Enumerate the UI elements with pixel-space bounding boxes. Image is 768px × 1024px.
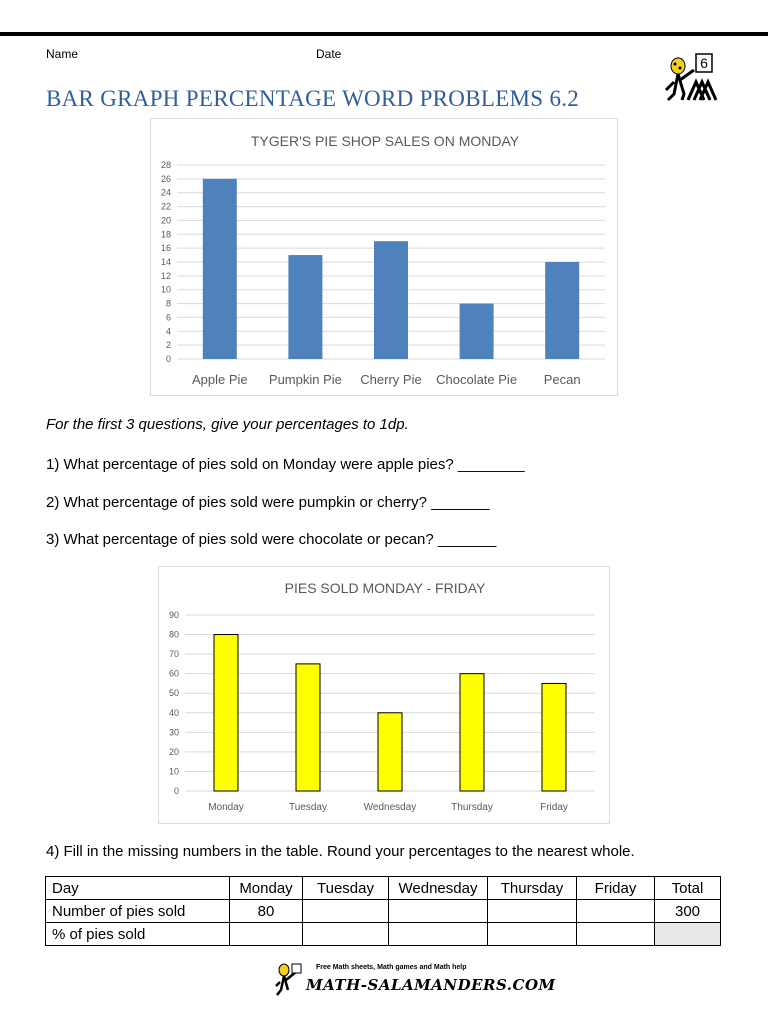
table-row bbox=[46, 923, 721, 946]
x-category-label: Apple Pie bbox=[191, 372, 248, 387]
bar bbox=[374, 241, 408, 359]
y-tick-label: 60 bbox=[168, 668, 179, 679]
x-category-label: Pecan bbox=[543, 372, 581, 387]
table-cell[interactable] bbox=[303, 923, 389, 946]
salamander-logo bbox=[660, 50, 722, 102]
y-tick-label: 2 bbox=[165, 340, 171, 351]
y-tick-label: 30 bbox=[168, 727, 179, 738]
bar bbox=[542, 683, 566, 791]
table-header-cell: Day bbox=[46, 877, 230, 900]
bar bbox=[214, 635, 238, 791]
y-tick-label: 12 bbox=[160, 270, 171, 281]
y-tick-label: 10 bbox=[168, 766, 179, 777]
bar bbox=[296, 664, 320, 791]
table-cell[interactable] bbox=[488, 900, 577, 923]
table-cell[interactable] bbox=[488, 923, 577, 946]
table-header-cell: Wednesday bbox=[389, 877, 488, 900]
footer-brand[interactable]: MATH-SALAMANDERS.COM bbox=[306, 976, 556, 994]
table-cell[interactable] bbox=[577, 923, 655, 946]
y-tick-label: 24 bbox=[160, 187, 171, 198]
y-tick-label: 22 bbox=[160, 201, 171, 212]
table-cell: 80 bbox=[230, 900, 303, 923]
page-title: BAR GRAPH PERCENTAGE WORD PROBLEMS 6.2 bbox=[46, 86, 580, 111]
question-3: 3) What percentage of pies sold were chocolate or pecan? _______ bbox=[46, 531, 497, 548]
chart-title: PIES SOLD MONDAY - FRIDAY bbox=[284, 580, 486, 596]
question-4: 4) Fill in the missing numbers in the table. Round your percentages to the nearest whole. bbox=[46, 843, 635, 860]
y-tick-label: 8 bbox=[165, 298, 171, 309]
x-category-label: Tuesday bbox=[289, 802, 327, 813]
date-label: Date bbox=[316, 47, 342, 61]
table-header-cell: Thursday bbox=[488, 877, 577, 900]
y-tick-label: 0 bbox=[165, 354, 171, 364]
y-tick-label: 6 bbox=[165, 312, 171, 323]
logo-badge: 6 bbox=[700, 55, 708, 71]
chart-pie-shop-monday-svg bbox=[151, 119, 619, 397]
bar bbox=[288, 255, 322, 359]
y-tick-label: 90 bbox=[168, 610, 179, 620]
y-tick-label: 80 bbox=[168, 629, 179, 640]
x-category-label: Friday bbox=[540, 802, 568, 813]
chart-pies-sold-week-svg bbox=[159, 567, 611, 825]
bar bbox=[378, 713, 402, 791]
table-cell[interactable] bbox=[577, 900, 655, 923]
bar bbox=[460, 304, 494, 359]
x-category-label: Thursday bbox=[451, 802, 493, 813]
table-cell[interactable] bbox=[389, 923, 488, 946]
x-category-label: Monday bbox=[208, 802, 244, 813]
y-tick-label: 14 bbox=[160, 257, 171, 267]
x-category-label: Cherry Pie bbox=[360, 372, 422, 387]
y-tick-label: 20 bbox=[168, 746, 179, 757]
y-tick-label: 26 bbox=[160, 173, 171, 184]
pies-table bbox=[45, 876, 721, 946]
x-category-label: Wednesday bbox=[363, 802, 417, 813]
y-tick-label: 18 bbox=[160, 229, 171, 240]
top-rule bbox=[0, 32, 768, 36]
y-tick-label: 28 bbox=[160, 160, 171, 170]
table-row-label: % of pies sold bbox=[46, 923, 230, 946]
chart-pie-shop-monday bbox=[150, 118, 618, 396]
chart-title: TYGER'S PIE SHOP SALES ON MONDAY bbox=[250, 133, 520, 149]
footer-tagline: Free Math sheets, Math games and Math help bbox=[316, 964, 467, 971]
instructions: For the first 3 questions, give your percentages to 1dp. bbox=[46, 416, 409, 433]
y-tick-label: 20 bbox=[160, 215, 171, 226]
table-header-cell: Total bbox=[655, 877, 721, 900]
y-tick-label: 40 bbox=[168, 707, 179, 718]
x-category-label: Chocolate Pie bbox=[436, 372, 518, 387]
table-cell bbox=[655, 923, 721, 946]
chart-pies-sold-week bbox=[158, 566, 610, 824]
table-header-cell: Friday bbox=[577, 877, 655, 900]
table-header-cell: Tuesday bbox=[303, 877, 389, 900]
y-tick-label: 0 bbox=[173, 786, 179, 796]
y-tick-label: 4 bbox=[165, 326, 171, 337]
question-1: 1) What percentage of pies sold on Monday were apple pies? ________ bbox=[46, 456, 525, 473]
table-cell[interactable] bbox=[230, 923, 303, 946]
name-label: Name bbox=[46, 47, 79, 61]
salamander-logo-icon bbox=[660, 50, 722, 102]
bar bbox=[203, 179, 237, 359]
x-category-label: Pumpkin Pie bbox=[268, 372, 342, 387]
table-row-label: Number of pies sold bbox=[46, 900, 230, 923]
table-cell[interactable] bbox=[389, 900, 488, 923]
table-cell[interactable] bbox=[303, 900, 389, 923]
table-row bbox=[46, 900, 721, 923]
y-tick-label: 16 bbox=[160, 243, 171, 254]
y-tick-label: 70 bbox=[168, 649, 179, 660]
y-tick-label: 50 bbox=[168, 688, 179, 699]
table-header-cell: Monday bbox=[230, 877, 303, 900]
y-tick-label: 10 bbox=[160, 284, 171, 295]
question-2: 2) What percentage of pies sold were pumpkin or cherry? _______ bbox=[46, 494, 490, 511]
table-cell: 300 bbox=[655, 900, 721, 923]
footer bbox=[270, 962, 556, 1002]
footer-salamander-icon bbox=[274, 962, 304, 996]
table-header-row bbox=[46, 877, 721, 900]
bar bbox=[545, 262, 579, 359]
bar bbox=[460, 674, 484, 791]
